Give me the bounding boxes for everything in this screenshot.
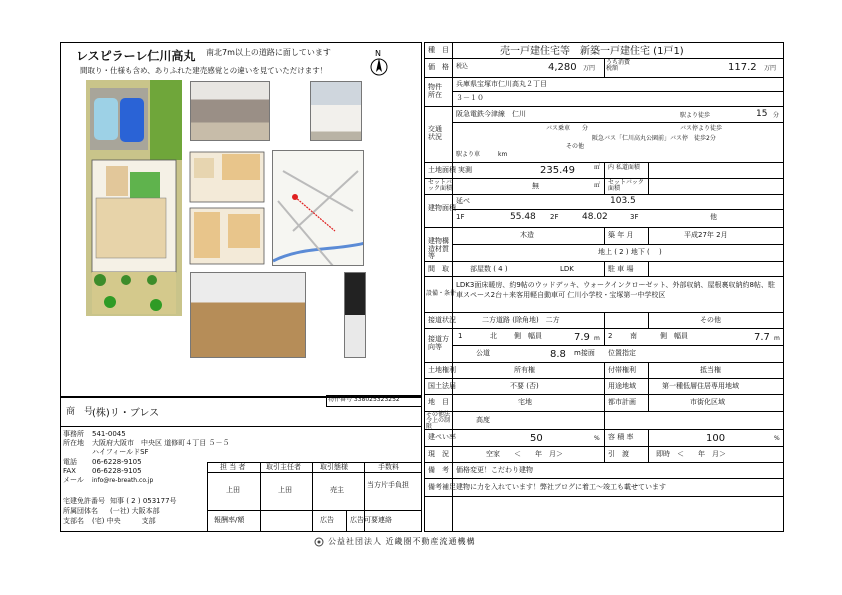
- staff-header-1: 取引主任者: [266, 463, 301, 471]
- walk-minutes: 15: [756, 109, 768, 119]
- north-label: N: [375, 49, 381, 58]
- kind-value: 売一戸建住宅等 新築一戸建住宅 (1戸1): [500, 46, 684, 57]
- total-area: 103.5: [610, 196, 636, 206]
- road2-label: 側 幅員: [660, 332, 688, 340]
- association-logo-icon: [314, 537, 324, 547]
- tax-value: 117.2: [728, 62, 757, 73]
- kind-label: 種 目: [428, 46, 449, 54]
- remarks-label: 備 考: [428, 466, 449, 474]
- address-line-1: 大阪府大阪市 中央区 道修町４丁目 ５－５: [92, 439, 230, 447]
- bus-detail: 阪急バス「仁川高丸公園前」バス停 徒歩2分: [592, 135, 716, 142]
- house-photo: [310, 81, 362, 141]
- traffic-label: 交通状況: [428, 125, 442, 141]
- equip-value: LDK3面床暖房、約9帖のウッドデッキ、ウォークインクローゼット、外部収納、屋根裏収納約8帖、駐車スペース2台＋来客用軽自動車可 仁川小学校・宝塚第一中学校区: [456, 281, 775, 299]
- report-label: 報酬率/額: [214, 516, 245, 524]
- site-plan-image: [86, 80, 182, 316]
- company-name-label: 商 号: [66, 407, 94, 417]
- license-label: 宅建免許番号: [63, 497, 105, 505]
- tax-unit: 万円: [764, 65, 777, 72]
- listing-id: 物件番号 338025323252: [328, 396, 400, 403]
- fax-label: FAX: [63, 467, 76, 475]
- staff-value-0: 上田: [226, 486, 240, 494]
- footer-org: 公益社団法人 近畿圏不動産流通機構: [328, 537, 476, 546]
- access-dir-label: 接道方向等: [428, 335, 449, 351]
- note-value: 建物に力を入れています！弊社ブログに着工〜竣工も載せています: [456, 483, 666, 491]
- address-line-2: ハイフィールドSF: [92, 448, 149, 456]
- branch-name: (宅) 中央 支部: [92, 517, 156, 525]
- rent-value: 抵当権: [700, 366, 721, 374]
- building-label: 建物面積: [428, 204, 456, 212]
- busstop-label: バス停より徒歩: [680, 125, 723, 132]
- company-name: (株)リ・ブレス: [92, 408, 160, 419]
- walk-label: 駅より徒歩: [680, 112, 711, 119]
- coverage-value: 50: [530, 433, 543, 444]
- road2-unit: m: [774, 335, 780, 342]
- station-name: 阪急電鉄今津線 仁川: [456, 110, 526, 118]
- road2-num: 2: [608, 332, 613, 340]
- disclaimer-text: 間取り・仕様も含め、ありふれた建売感覚との違いを見ていただけます！: [80, 66, 328, 75]
- bathroom-photo: [344, 272, 366, 358]
- staff-value-2: 売主: [330, 486, 344, 494]
- note-label: 備考補足: [428, 483, 456, 491]
- law-label: 国土法届: [428, 382, 456, 390]
- floor-plan-image: [188, 148, 268, 266]
- parking-label: 駐 車 場: [608, 265, 634, 273]
- branch-label: 支部名: [63, 517, 84, 525]
- land-label: 土地面積: [428, 166, 456, 174]
- public-road-label: 公道: [476, 349, 490, 357]
- ad-value: 広告可要連絡: [350, 516, 392, 524]
- staff-value-1: 上田: [278, 486, 292, 494]
- structure-value: 木造: [520, 231, 534, 239]
- land-type: 実測: [458, 166, 472, 174]
- road1-dir: 北: [490, 332, 497, 340]
- remarks-value: 価格変更！こだわり建物: [456, 466, 533, 474]
- setback-value: 無: [532, 182, 539, 190]
- equip-label: 設備・条件: [426, 290, 457, 297]
- structure-label: 建物構造材質等: [428, 237, 449, 261]
- location-map: [272, 150, 364, 266]
- right-label: 土地権利: [428, 366, 456, 374]
- right-value: 所有権: [514, 366, 535, 374]
- city-value: 市街化区域: [690, 398, 725, 406]
- fax-number: 06-6228-9105: [92, 467, 142, 475]
- bus-other: その他: [566, 143, 585, 150]
- divider: [60, 426, 422, 427]
- distance-label: 駅より車 km: [456, 151, 508, 158]
- address-label: 所在地: [63, 439, 84, 447]
- status-label: 現 況: [428, 450, 449, 458]
- staff-header-3: 手数料: [378, 463, 399, 471]
- bus-label: バス乗車 分: [546, 125, 589, 132]
- access-label: 接道状況: [428, 316, 456, 324]
- private-road-label: 内 私道面積: [608, 164, 640, 171]
- f1-label: 1F: [456, 213, 465, 221]
- access-value: 二方道路 (除角地) 二方: [482, 316, 560, 324]
- road2-dir: 南: [630, 332, 637, 340]
- association-label: 所属団体名: [63, 507, 98, 515]
- license-number: 知事 ( 2 ) 053177号: [110, 497, 177, 505]
- staff-header-2: 取引態様: [320, 463, 348, 471]
- ad-label: 広告: [320, 516, 334, 524]
- north-arrow-icon: [368, 48, 390, 78]
- land-area: 235.49: [540, 165, 575, 176]
- delivery-label: 引 渡: [608, 450, 629, 458]
- mail-label: メール: [63, 476, 84, 484]
- address-2: ３－１０: [456, 94, 484, 102]
- f2-label: 2F: [550, 213, 559, 221]
- other-label: 他: [710, 213, 717, 221]
- city-label: 都市計画: [608, 398, 636, 406]
- law-value: 不要 (否): [510, 382, 539, 390]
- road1-label: 側 幅員: [514, 332, 542, 340]
- staff-header-0: 担 当 者: [220, 463, 246, 471]
- rooms-value: 部屋数 ( 4 ): [470, 265, 508, 273]
- position-label: 位置指定: [608, 349, 636, 357]
- total-label: 延べ: [456, 197, 470, 205]
- location-label: 物件所在: [428, 83, 442, 99]
- tel-number[interactable]: 06-6228-9105: [92, 458, 142, 466]
- land-unit: ㎡: [594, 164, 601, 171]
- coverage-label: 建ぺい率: [428, 433, 456, 441]
- exterior-photo: [190, 81, 270, 141]
- price-label: 価 格: [428, 63, 449, 71]
- zone-value: 第一種低層住居専用地域: [662, 382, 739, 390]
- chimoku-value: 宅地: [518, 398, 532, 406]
- road-note: 南北7m以上の道路に面しています: [206, 48, 331, 57]
- living-room-photo: [190, 272, 306, 358]
- far-label: 容 積 率: [608, 433, 634, 441]
- walk-unit: 分: [773, 112, 780, 119]
- setback-label: セットバック面積: [428, 179, 453, 192]
- built-value: 平成27年 2月: [684, 231, 728, 239]
- price-prefix: 税込: [456, 63, 469, 70]
- frontage-label: m接面: [574, 349, 595, 357]
- postal-code: 541-0045: [92, 430, 126, 438]
- road1-num: 1: [458, 332, 463, 340]
- far-value: 100: [706, 433, 726, 444]
- delivery-value: 即時 ＜ 年 月＞: [656, 450, 726, 458]
- address-1: 兵庫県宝塚市仁川高丸２丁目: [456, 80, 547, 88]
- ldk-value: LDK: [560, 265, 574, 273]
- setback-unit: ㎡: [594, 182, 601, 189]
- staff-value-3: 当方片手負担: [367, 481, 409, 489]
- rent-label: 付帯権利: [608, 366, 636, 374]
- road1-width: 7.9: [574, 332, 590, 343]
- setback-label-2: セットバック面積: [608, 179, 644, 192]
- frontage-value: 8.8: [550, 349, 566, 360]
- other-condition: その他: [700, 316, 721, 324]
- f2-area: 48.02: [582, 212, 608, 222]
- height-label: その他法令上の制限: [426, 411, 451, 430]
- layout-label: 間 取: [428, 265, 449, 273]
- zone-label: 用途地域: [608, 382, 636, 390]
- property-headline: レスピラーレ仁川高丸: [76, 49, 196, 63]
- price-value: 4,280: [548, 62, 577, 73]
- f3-label: 3F: [630, 213, 639, 221]
- association-name: (一社) 大阪本部: [110, 507, 160, 515]
- far-unit: %: [774, 435, 780, 442]
- status-value: 空家 ＜ 年 月＞: [486, 450, 563, 458]
- mail-address[interactable]: info@re-breath.co.jp: [92, 477, 154, 484]
- f1-area: 55.48: [510, 212, 536, 222]
- office-label: 事務所: [63, 430, 84, 438]
- tel-label: 電話: [63, 458, 77, 466]
- road2-width: 7.7: [754, 332, 770, 343]
- floors-value: 地上 ( 2 ) 地下 ( ): [598, 248, 662, 256]
- road1-unit: m: [594, 335, 600, 342]
- built-label: 築 年 月: [608, 231, 634, 239]
- price-unit: 万円: [583, 65, 596, 72]
- height-value: 高度: [476, 416, 490, 424]
- tax-label: うち消費税額: [606, 59, 631, 72]
- chimoku-label: 地 目: [428, 398, 449, 406]
- coverage-unit: %: [594, 435, 600, 442]
